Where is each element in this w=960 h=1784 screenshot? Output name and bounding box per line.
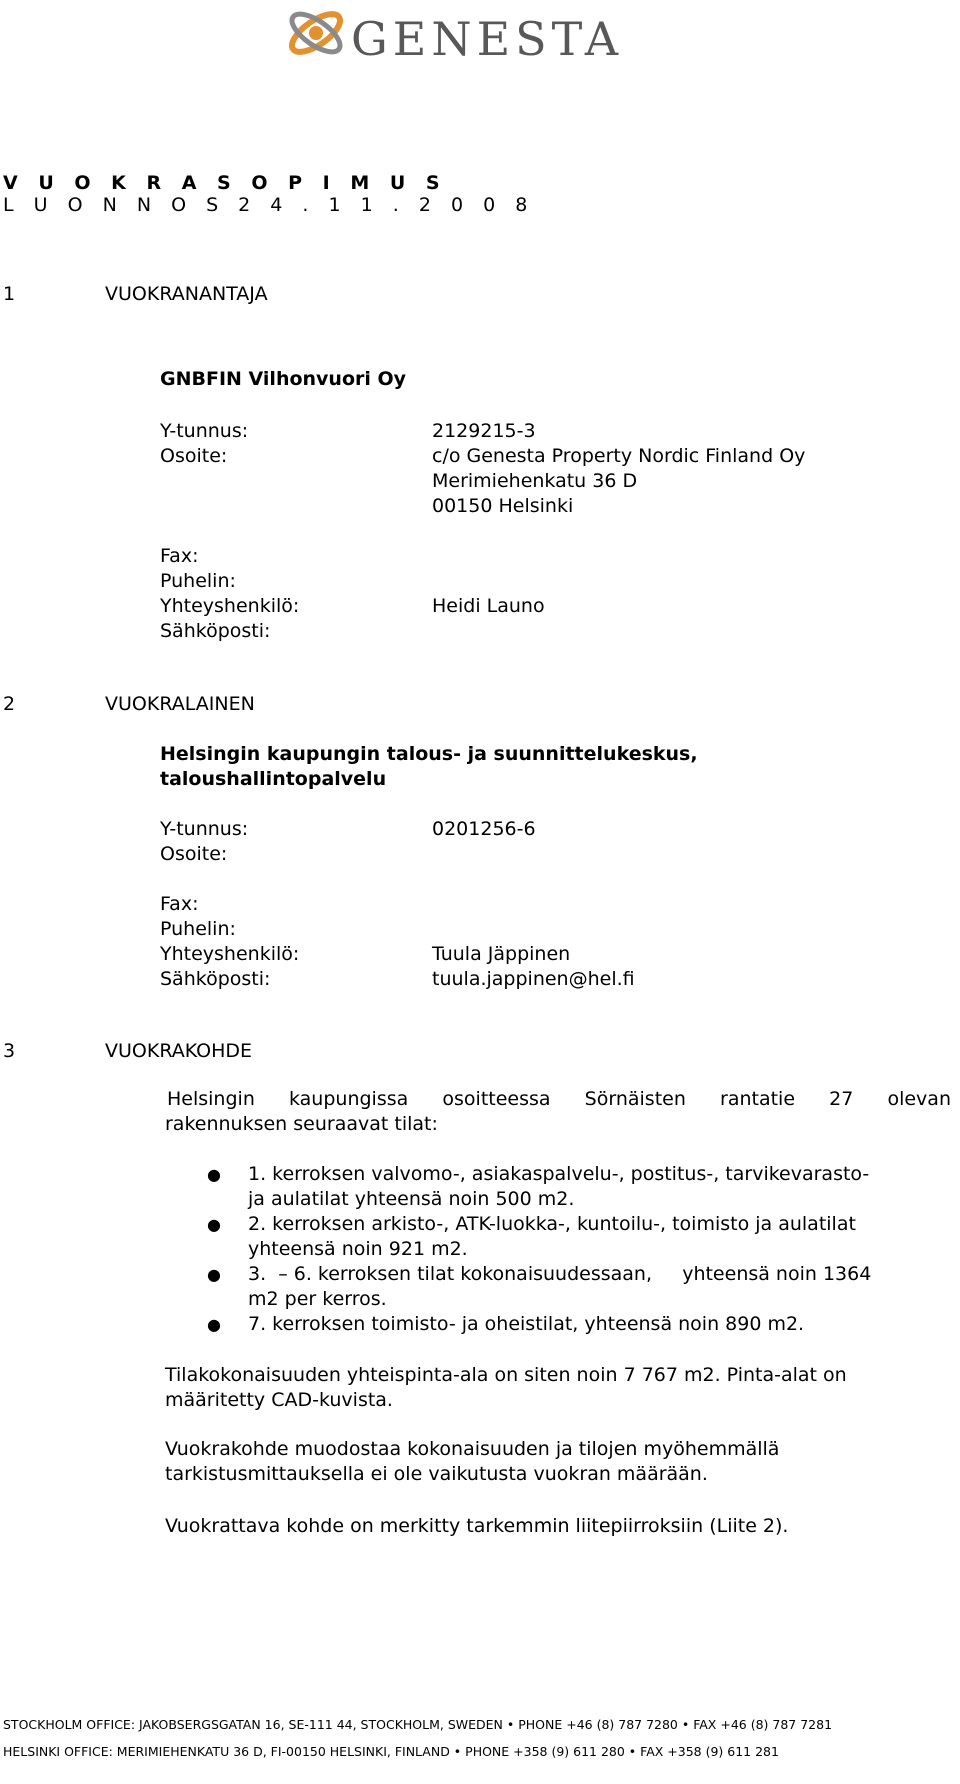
bullet-2-line-2: yhteensä noin 921 m2. — [248, 1238, 468, 1260]
section-1-heading: VUOKRANANTAJA — [105, 283, 268, 305]
tenant-ytunnus-label: Y-tunnus: — [160, 818, 249, 840]
section-2-number: 2 — [3, 693, 16, 715]
section-2-heading: VUOKRALAINEN — [105, 693, 255, 715]
bullet-icon: ● — [207, 1265, 221, 1284]
tenant-email: tuula.jappinen@hel.fi — [432, 968, 635, 990]
premises-intro-line-2: rakennuksen seuraavat tilat: — [165, 1113, 438, 1135]
landlord-ytunnus-label: Y-tunnus: — [160, 420, 249, 442]
tenant-fax-label: Fax: — [160, 893, 199, 915]
landlord-puhelin-label: Puhelin: — [160, 570, 236, 592]
landlord-email-label: Sähköposti: — [160, 620, 271, 642]
section-3-heading: VUOKRAKOHDE — [105, 1040, 253, 1062]
landlord-address-2: Merimiehenkatu 36 D — [432, 470, 638, 492]
intro-word: Sörnäisten — [584, 1088, 686, 1110]
document-title: V U O K R A S O P I M U S — [3, 172, 447, 194]
tenant-osoite-label: Osoite: — [160, 843, 228, 865]
bullet-1-line-1: 1. kerroksen valvomo-, asiakaspalvelu-, postitus-, tarvikevarasto- — [248, 1163, 870, 1185]
tenant-ytunnus: 0201256-6 — [432, 818, 536, 840]
landlord-company: GNBFIN Vilhonvuori Oy — [160, 368, 407, 390]
intro-word: Helsingin — [167, 1088, 255, 1110]
premises-intro-line-1 — [167, 1088, 951, 1110]
bullet-3-line-2: m2 per kerros. — [248, 1288, 387, 1310]
intro-word: osoitteessa — [442, 1088, 551, 1110]
section-3-number: 3 — [3, 1040, 16, 1062]
measurement-paragraph-line-1: Vuokrakohde muodostaa kokonaisuuden ja tilojen myöhemmällä — [165, 1438, 780, 1460]
bullet-1-line-2: ja aulatilat yhteensä noin 500 m2. — [248, 1188, 575, 1210]
landlord-fax-label: Fax: — [160, 545, 199, 567]
tenant-puhelin-label: Puhelin: — [160, 918, 236, 940]
document-subtitle: L U O N N O S 2 4 . 1 1 . 2 0 0 8 — [3, 194, 535, 216]
bullet-icon: ● — [207, 1315, 221, 1334]
bullet-2-line-1: 2. kerroksen arkisto-, ATK-luokka-, kuntoilu-, toimisto ja aulatilat — [248, 1213, 856, 1235]
genesta-logo — [283, 2, 683, 64]
tenant-contact: Tuula Jäppinen — [432, 943, 571, 965]
area-paragraph-line-1: Tilakokonaisuuden yhteispinta-ala on siten noin 7 767 m2. Pinta-alat on — [165, 1364, 847, 1386]
tenant-company-line-1: Helsingin kaupungin talous- ja suunnittelukeskus, — [160, 743, 698, 765]
tenant-email-label: Sähköposti: — [160, 968, 271, 990]
landlord-contact-label: Yhteyshenkilö: — [160, 595, 300, 617]
bullet-3-line-1: 3. – 6. kerroksen tilat kokonaisuudessaan, yhteensä noin 1364 — [248, 1263, 872, 1285]
genesta-orbit-icon — [283, 2, 349, 64]
intro-word: 27 — [829, 1088, 854, 1110]
landlord-address-1: c/o Genesta Property Nordic Finland Oy — [432, 445, 806, 467]
landlord-contact: Heidi Launo — [432, 595, 545, 617]
tenant-company-line-2: taloushallintopalvelu — [160, 768, 387, 790]
area-paragraph-line-2: määritetty CAD-kuvista. — [165, 1389, 393, 1411]
drawings-paragraph: Vuokrattava kohde on merkitty tarkemmin liitepiirroksiin (Liite 2). — [165, 1515, 789, 1537]
intro-word: olevan — [887, 1088, 951, 1110]
bullet-4-line-1: 7. kerroksen toimisto- ja oheistilat, yhteensä noin 890 m2. — [248, 1313, 805, 1335]
footer-stockholm-office: STOCKHOLM OFFICE: JAKOBSERGSGATAN 16, SE-111 44, STOCKHOLM, SWEDEN • PHONE +46 (8) 787 7280 • FAX +46 (8) 787 7281 — [3, 1717, 833, 1732]
tenant-contact-label: Yhteyshenkilö: — [160, 943, 300, 965]
landlord-ytunnus: 2129215-3 — [432, 420, 536, 442]
measurement-paragraph-line-2: tarkistusmittauksella ei ole vaikutusta vuokran määrään. — [165, 1463, 708, 1485]
section-1-number: 1 — [3, 283, 16, 305]
landlord-osoite-label: Osoite: — [160, 445, 228, 467]
intro-word: kaupungissa — [288, 1088, 409, 1110]
footer-helsinki-office: HELSINKI OFFICE: MERIMIEHENKATU 36 D, FI-00150 HELSINKI, FINLAND • PHONE +358 (9) 611 280 • FAX +358 (9) 611 281 — [3, 1744, 779, 1759]
bullet-icon: ● — [207, 1215, 221, 1234]
bullet-icon: ● — [207, 1165, 221, 1184]
landlord-address-3: 00150 Helsinki — [432, 495, 574, 517]
genesta-logo-text: GENESTA — [351, 12, 624, 66]
intro-word: rantatie — [720, 1088, 796, 1110]
